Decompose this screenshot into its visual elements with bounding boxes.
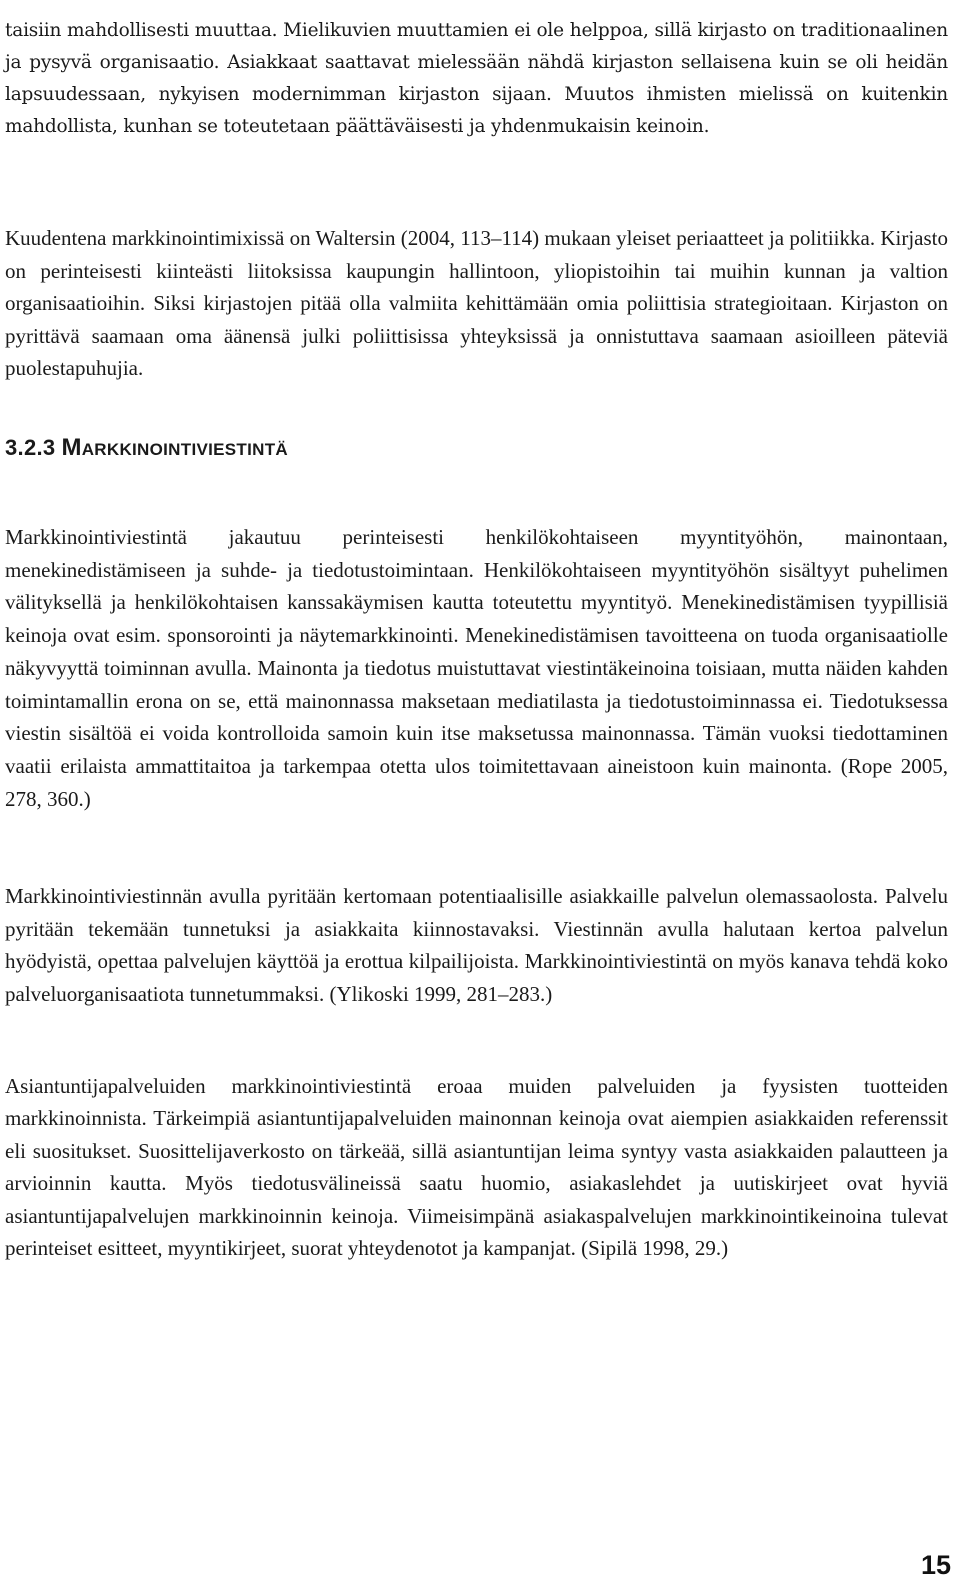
paragraph-expert-services: Asiantuntijapalveluiden markkinointiviestintä eroaa muiden palveluiden ja fyysisten tuotteiden markkinoinnista. Tärkeimpiä asiantuntijapalveluiden mainonnan keinoja ovat aiempien asiakkaiden referenssit eli suositukset. Suosittelijaverkosto on tärkeää, sillä asiantuntijan leima syntyy vasta asiakkaiden palautteen ja arvioinnin kautta. Myös tiedotusvälineissä saatu huomio, asiakaslehdet ja uutiskirjeet ovat hyviä asiantuntijapalvelujen markkinoinnin keinoja. Viimeisimpänä asiakaspalvelujen markkinointikeinoina tulevat perinteiset esitteet, myyntikirjeet, suorat yhteydenotot ja kampanjat. (Sipilä 1998, 29.): [5, 1074, 948, 1261]
paragraph-marketing-communication: Markkinointiviestintä jakautuu perinteisesti henkilökohtaiseen myyntityöhön, mainontaan, menekinedistämiseen ja suhde- ja tiedotustoimintaan. Henkilökohtaiseen myyntityöhön sisältyyt puhelimen välityksellä ja henkilökohtaisen kanssakäymisen kautta toteutettu myyntityö. Menekinedistämisen tyypillisiä keinoja ovat esim. sponsorointi ja näytemarkkinointi. Menekinedistämisen tavoitteena on tuoda organisaatiolle näkyvyyttä toiminnan avulla. Mainonta ja tiedotus muistuttavat viestintäkeinoina toisiaan, mutta näiden kahden toimintamallin erona on se, että mainonnassa maksetaan mediatilasta ja tiedotustoiminnassa ei. Tiedotuksessa viestin sisältöä ei voida kontrolloida samoin kuin itse maksetussa mainonnassa. Tämän vuoksi tiedottaminen vaatii erilaista ammattitaitoa ja tarkempaa otetta ulos toimitettavaan aineistoon kuin mainonta. (Rope 2005, 278, 360.): [5, 525, 948, 811]
paragraph-policy: Kuudentena markkinointimixissä on Waltersin (2004, 113–114) mukaan yleiset periaatteet ja politiikka. Kirjasto on perinteisesti kiinteästi liitoksissa kaupungin hallintoon, yliopistoihin tai muihin kunnan ja valtion organisaatioihin. Siksi kirjastojen pitää olla valmiita kehittämään omia poliittisia strategioitaan. Kirjaston on pyrittävä saamaan oma äänensä julki poliittisissa yhteyksissä ja onnistuttava saamaan asioilleen päteviä puolestapuhujia.: [5, 226, 948, 380]
paragraph-library-image: taisiin mahdollisesti muuttaa. Mielikuvien muuttamien ei ole helppoa, sillä kirjasto on traditionaalinen ja pysyvä organisaatio. Asiakkaat saattavat mielessään nähdä kirjaston sellaisena kuin se oli heidän lapsuudessaan, nykyisen modernimman kirjaston sijaan. Muutos ihmisten mielissä on kuitenkin mahdollista, kunhan se toteutetaan päättäväisesti ja yhdenmukaisin keinoin.: [5, 19, 948, 137]
page-number: 15: [920, 1550, 951, 1580]
section-title: Markkinointiviestintä: [61, 434, 288, 461]
section-heading: [5, 434, 288, 462]
paragraph-communication-goals: Markkinointiviestinnän avulla pyritään kertomaan potentiaalisille asiakkaille palvelun olemassaolosta. Palvelu pyritään tekemään tunnetuksi ja asiakkaita kiinnostavaksi. Viestinnän avulla halutaan kertoa palvelun hyödyistä, opettaa palvelujen käyttöä ja erottua kilpailijoista. Markkinointiviestintä on myös kanava tehdä koko palveluorganisaatiota tunnetummaksi. (Ylikoski 1999, 281–283.): [5, 884, 948, 1007]
section-number: 3.2.3: [5, 435, 56, 460]
